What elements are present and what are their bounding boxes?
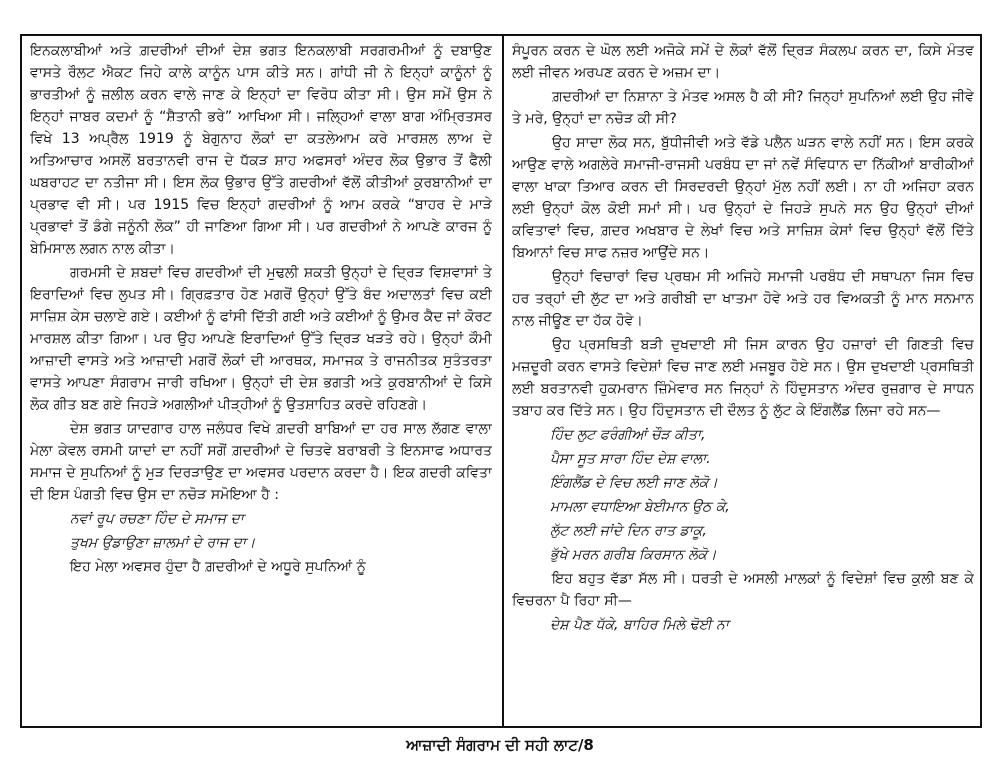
right-verse-line-1: ਹਿੰਦ ਲੁਟ ਫਰੰਗੀਆਂ ਚੌੜ ਕੀਤਾ, xyxy=(550,427,706,443)
right-paragraph-2: ਉਹ ਸਾਦਾ ਲੋਕ ਸਨ, ਬੁੱਧੀਜੀਵੀ ਅਤੇ ਵੱਡੇ ਪਲੈਨ ਘੜਨ ਵਾਲੇ ਨਹੀਂ ਸਨ। ਇਸ ਕਰਕੇ ਆਉਣ ਵਾਲੇ ਅਗਲੇਰੇ ਸਮਾਜੀ-ਰਾਜਸੀ ਪਰਬੰਧ ਦਾ ਜਾਂ ਨਵੇਂ ਸੰਵਿਧਾਨ ਦਾ ਨਿੱਕੀਆਂ ਬਾਰੀਕੀਆਂ ਵਾਲਾ ਖਾਕਾ ਤਿਆਰ ਕਰਨ ਦੀ ਸਿਰਦਰਦੀ ਉਨ੍ਹਾਂ ਮੁੱਲ ਨਹੀਂ ਲਈ। ਨਾ ਹੀ ਅਜਿਹਾ ਕਰਨ ਲਈ ਉਨ੍ਹਾਂ ਕੋਲ ਕੋਈ ਸਮਾਂ ਸੀ। ਪਰ ਉਨ੍ਹਾਂ ਦੇ ਜਿਹੜੇ ਸੁਪਨੇ ਸਨ ਉਹ ਉਨ੍ਹਾਂ ਦੀਆਂ ਕਵਿਤਾਵਾਂ ਵਿਚ, ਗ਼ਦਰ ਅਖਬਾਰ ਦੇ ਲੇਖਾਂ ਵਿਚ ਅਤੇ ਸਾਜ਼ਿਸ਼ ਕੇਸਾਂ ਵਿਚ ਉਨ੍ਹਾਂ ਵੱਲੋਂ ਦਿੱਤੇ ਬਿਆਨਾਂ ਵਿਚ ਸਾਫ ਨਜ਼ਰ ਆਉਂਦੇ ਸਨ। xyxy=(512,135,974,261)
right-opening: ਸੰਪੂਰਨ ਕਰਨ ਦੇ ਘੋਲ ਲਈ ਅਜੋਕੇ ਸਮੇਂ ਦੇ ਲੋਕਾਂ ਵੱਲੋਂ ਦ੍ਰਿੜ ਸੰਕਲਪ ਕਰਨ ਦਾ, ਕਿਸੇ ਮੰਤਵ ਲਈ ਜੀਵਨ ਅਰਪਣ ਕਰਨ ਦੇ ਅਜ਼ਮ ਦਾ। xyxy=(512,43,974,81)
left-paragraph-2: ਗਰਮਸੀ ਦੇ ਸ਼ਬਦਾਂ ਵਿਚ ਗਦਰੀਆਂ ਦੀ ਮੁਢਲੀ ਸ਼ਕਤੀ ਉਨ੍ਹਾਂ ਦੇ ਦ੍ਰਿੜ ਵਿਸ਼ਵਾਸਾਂ ਤੇ ਇਰਾਦਿਆਂ ਵਿਚ ਲੁਪਤ ਸੀ। ਗ੍ਰਿਫ਼ਤਾਰ ਹੋਣ ਮਗਰੋਂ ਉਨ੍ਹਾਂ ਉੱਤੇ ਬੰਦ ਅਦਾਲਤਾਂ ਵਿਚ ਕਈ ਸਾਜ਼ਿਸ਼ ਕੇਸ ਚਲਾਏ ਗਏ। ਕਈਆਂ ਨੂੰ ਫਾਂਸੀ ਦਿੱਤੀ ਗਈ ਅਤੇ ਕਈਆਂ ਨੂੰ ਉਮਰ ਕੈਦ ਜਾਂ ਕੋਰਟ ਮਾਰਸ਼ਲ ਕੀਤਾ ਗਿਆ। ਪਰ ਉਹ ਆਪਣੇ ਇਰਾਦਿਆਂ ਉੱਤੇ ਦ੍ਰਿੜ ਖੜਤੇ ਰਹੇ। ਉਨ੍ਹਾਂ ਕੌਮੀ ਆਜ਼ਾਦੀ ਵਾਸਤੇ ਅਤੇ ਆਜ਼ਾਦੀ ਮਗਰੋਂ ਲੋਕਾਂ ਦੀ ਆਰਥਕ, ਸਮਾਜਕ ਤੇ ਰਾਜਨੀਤਕ ਸੁਤੰਤਰਤਾ ਵਾਸਤੇ ਆਪਣਾ ਸੰਗਰਾਮ ਜਾਰੀ ਰਖਿਆ। ਉਨ੍ਹਾਂ ਦੀ ਦੇਸ਼ ਭਗਤੀ ਅਤੇ ਕੁਰਬਾਨੀਆਂ ਦੇ ਕਿਸੇ ਲੋਕ ਗੀਤ ਬਣ ਗਏ ਜਿਹੜੇ ਅਗਲੀਆਂ ਪੀੜ੍ਹੀਆਂ ਨੂੰ ਉਤਸ਼ਾਹਿਤ ਕਰਦੇ ਰਹਿਣਗੇ। xyxy=(30,265,492,413)
right-verse-line-5: ਲੁੱਟ ਲਈ ਜਾਂਦੇ ਦਿਨ ਰਾਤ ਡਾਕੂ, xyxy=(550,523,707,539)
page-footer: ਆਜ਼ਾਦੀ ਸੰਗਰਾਮ ਦੀ ਸਹੀ ਲਾਟ/8 xyxy=(406,736,594,754)
right-paragraph-1: ਗ਼ਦਰੀਆਂ ਦਾ ਨਿਸ਼ਾਨਾ ਤੇ ਮੰਤਵ ਅਸਲ ਹੈ ਕੀ ਸੀ? ਜਿਨ੍ਹਾਂ ਸੁਪਨਿਆਂ ਲਈ ਉਹ ਜੀਵੇ ਤੇ ਮਰੇ, ਉਨ੍ਹਾਂ ਦਾ ਨਚੋੜ ਕੀ ਸੀ? xyxy=(512,89,974,127)
column-divider xyxy=(502,36,504,726)
right-verse-line-6: ਭੁੱਖੇ ਮਰਨ ਗਰੀਬ ਕਿਰਸਾਨ ਲੋਕੋ। xyxy=(550,547,717,563)
right-verse-line-2: ਪੈਸਾ ਸੂਤ ਸਾਰਾ ਹਿੰਦ ਦੇਸ਼ ਵਾਲਾ. xyxy=(550,451,711,467)
left-column xyxy=(30,40,492,580)
left-paragraph-3: ਦੇਸ਼ ਭਗਤ ਯਾਦਗਾਰ ਹਾਲ ਜਲੰਧਰ ਵਿਖੇ ਗ਼ਦਰੀ ਬਾਬਿਆਂ ਦਾ ਹਰ ਸਾਲ ਲੱਗਣ ਵਾਲਾ ਮੇਲਾ ਕੇਵਲ ਰਸਮੀ ਯਾਦਾਂ ਦਾ ਨਹੀਂ ਸਗੋਂ ਗ਼ਦਰੀਆਂ ਦੇ ਚਿਤਵੇ ਬਰਾਬਰੀ ਤੇ ਇਨਸਾਫ ਅਧਾਰਤ ਸਮਾਜ ਦੇ ਸੁਪਨਿਆਂ ਨੂੰ ਮੁੜ ਦਿਰੜਾਉਣ ਦਾ ਅਵਸਰ ਪਰਦਾਨ ਕਰਦਾ ਹੈ। ਇਕ ਗਦਰੀ ਕਵਿਤਾ ਦੀ ਇਸ ਪੰਗਤੀ ਵਿਚ ਉਸ ਦਾ ਨਚੋੜ ਸਮੋਇਆ ਹੈ : xyxy=(30,421,492,503)
right-verse-line-4: ਮਾਮਲਾ ਵਧਾਇਆ ਬੇਈਮਾਨ ਉਠ ਕੇ, xyxy=(550,499,730,515)
page-frame xyxy=(20,34,982,728)
right-paragraph-3: ਉਨ੍ਹਾਂ ਵਿਚਾਰਾਂ ਵਿਚ ਪ੍ਰਥਮ ਸੀ ਅਜਿਹੇ ਸਮਾਜੀ ਪਰਬੰਧ ਦੀ ਸਥਾਪਨਾ ਜਿਸ ਵਿਚ ਹਰ ਤਰ੍ਹਾਂ ਦੀ ਲੁੱਟ ਦਾ ਅਤੇ ਗਰੀਬੀ ਦਾ ਖਾਤਮਾ ਹੋਵੇ ਅਤੇ ਹਰ ਵਿਅਕਤੀ ਨੂੰ ਮਾਨ ਸਨਮਾਨ ਨਾਲ ਜੀਊਣ ਦਾ ਹੱਕ ਹੋਵੇ। xyxy=(512,269,974,329)
right-verse-line-3: ਇੰਗਲੈਂਡ ਦੇ ਵਿਚ ਲਈ ਜਾਣ ਲੋਕੋ। xyxy=(550,475,718,491)
right-paragraph-4: ਉਹ ਪ੍ਰਸਥਿਤੀ ਬੜੀ ਦੁਖਦਾਈ ਸੀ ਜਿਸ ਕਾਰਨ ਉਹ ਹਜ਼ਾਰਾਂ ਦੀ ਗਿਣਤੀ ਵਿਚ ਮਜ਼ਦੂਰੀ ਕਰਨ ਵਾਸਤੇ ਵਿਦੇਸ਼ਾਂ ਵਿਚ ਜਾਣ ਲਈ ਮਜਬੂਰ ਹੋਏ ਸਨ। ਉਸ ਦੁਖਦਾਈ ਪ੍ਰਸਥਿਤੀ ਲਈ ਬਰਤਾਨਵੀ ਹੁਕਮਰਾਨ ਜ਼ਿੰਮੇਵਾਰ ਸਨ ਜਿਨ੍ਹਾਂ ਨੇ ਹਿੰਦੁਸਤਾਨ ਅੰਦਰ ਰੁਜ਼ਗਾਰ ਦੇ ਸਾਧਨ ਤਬਾਹ ਕਰ ਦਿੱਤੇ ਸਨ। ਉਹ ਹਿੰਦੁਸਤਾਨ ਦੀ ਦੌਲਤ ਨੂੰ ਲੁੱਟ ਕੇ ਇੰਗਲੈਂਡ ਲਿਜਾ ਰਹੇ ਸਨ— xyxy=(512,337,974,419)
left-verse-line-2: ਤੁਖਮ ਉਡਾਉਣਾ ਜ਼ਾਲਮਾਂ ਦੇ ਰਾਜ ਦਾ। xyxy=(70,535,256,551)
left-verse-line-1: ਨਵਾਂ ਰੂਪ ਰਚਣਾ ਹਿੰਦ ਦੇ ਸਮਾਜ ਦਾ xyxy=(70,511,244,527)
right-closing: ਇਹ ਬਹੁਤ ਵੱਡਾ ਸੱਲ ਸੀ। ਧਰਤੀ ਦੇ ਅਸਲੀ ਮਾਲਕਾਂ ਨੂੰ ਵਿਦੇਸ਼ਾਂ ਵਿਚ ਕੁਲੀ ਬਣ ਕੇ ਵਿਚਰਨਾ ਪੈ ਰਿਹਾ ਸੀ— xyxy=(512,571,974,609)
left-closing-line: ਇਹ ਮੇਲਾ ਅਵਸਰ ਹੁੰਦਾ ਹੈ ਗ਼ਦਰੀਆਂ ਦੇ ਅਧੂਰੇ ਸੁਪਨਿਆਂ ਨੂੰ xyxy=(70,559,366,575)
right-column xyxy=(512,40,974,638)
left-paragraph-1: ਇਨਕਲਾਬੀਆਂ ਅਤੇ ਗ਼ਦਰੀਆਂ ਦੀਆਂ ਦੇਸ਼ ਭਗਤ ਇਨਕਲਾਬੀ ਸਰਗਰਮੀਆਂ ਨੂੰ ਦਬਾਉਣ ਵਾਸਤੇ ਰੌਲਟ ਐਕਟ ਜਿਹੇ ਕਾਲੇ ਕਾਨੂੰਨ ਪਾਸ ਕੀਤੇ ਸਨ। ਗਾਂਧੀ ਜੀ ਨੇ ਇਨ੍ਹਾਂ ਕਾਨੂੰਨਾਂ ਨੂੰ ਭਾਰਤੀਆਂ ਨੂੰ ਜ਼ਲੀਲ ਕਰਨ ਵਾਲੇ ਜਾਣ ਕੇ ਇਨ੍ਹਾਂ ਦਾ ਵਿਰੋਧ ਕੀਤਾ ਸੀ। ਉਸ ਸਮੇਂ ਉਸ ਨੇ ਇਨ੍ਹਾਂ ਜਾਬਰ ਕਦਮਾਂ ਨੂੰ “ਸ਼ੈਤਾਨੀ ਭਰੇ” ਆਖਿਆ ਸੀ। ਜਲ੍ਹਿਆਂ ਵਾਲਾ ਬਾਗ ਅੰਮ੍ਰਿਤਸਰ ਵਿਖੇ 13 ਅਪ੍ਰੈਲ 1919 ਨੂੰ ਬੇਗੁਨਾਹ ਲੋਕਾਂ ਦਾ ਕਤਲੇਆਮ ਕਰੇ ਮਾਰਸ਼ਲ ਲਾਅ ਦੇ ਅਤਿਆਚਾਰ ਅਸਲੋਂ ਬਰਤਾਨਵੀ ਰਾਜ ਦੇ ਧੱਕੜ ਸ਼ਾਹ ਅਫਸਰਾਂ ਅੰਦਰ ਲੋਕ ਉਭਾਰ ਤੋਂ ਫੈਲੀ ਘਬਰਾਹਟ ਦਾ ਨਤੀਜਾ ਸੀ। ਇਸ ਲੋਕ ਉਭਾਰ ਉੱਤੇ ਗਦਰੀਆਂ ਵੱਲੋਂ ਕੀਤੀਆਂ ਕੁਰਬਾਨੀਆਂ ਦਾ ਪ੍ਰਭਾਵ ਵੀ ਸੀ। ਪਰ 1915 ਵਿਚ ਇਨ੍ਹਾਂ ਗਦਰੀਆਂ ਨੂੰ ਆਮ ਕਰਕੇ “ਬਾਹਰ ਦੇ ਮਾੜੇ ਪ੍ਰਭਾਵਾਂ ਤੋਂ ਡੰਗੇ ਜਨੂੰਨੀ ਲੋਕ” ਹੀ ਜਾਣਿਆ ਗਿਆ ਸੀ। ਪਰ ਗਦਰੀਆਂ ਨੇ ਆਪਣੇ ਕਾਰਜ ਨੂੰ ਬੇਮਿਸਾਲ ਲਗਨ ਨਾਲ ਕੀਤਾ। xyxy=(30,43,492,257)
right-last-verse: ਦੇਸ਼ ਪੈਣ ਧੱਕੇ, ਬਾਹਿਰ ਮਿਲੇ ਢੋਈ ਨਾ xyxy=(550,617,729,633)
